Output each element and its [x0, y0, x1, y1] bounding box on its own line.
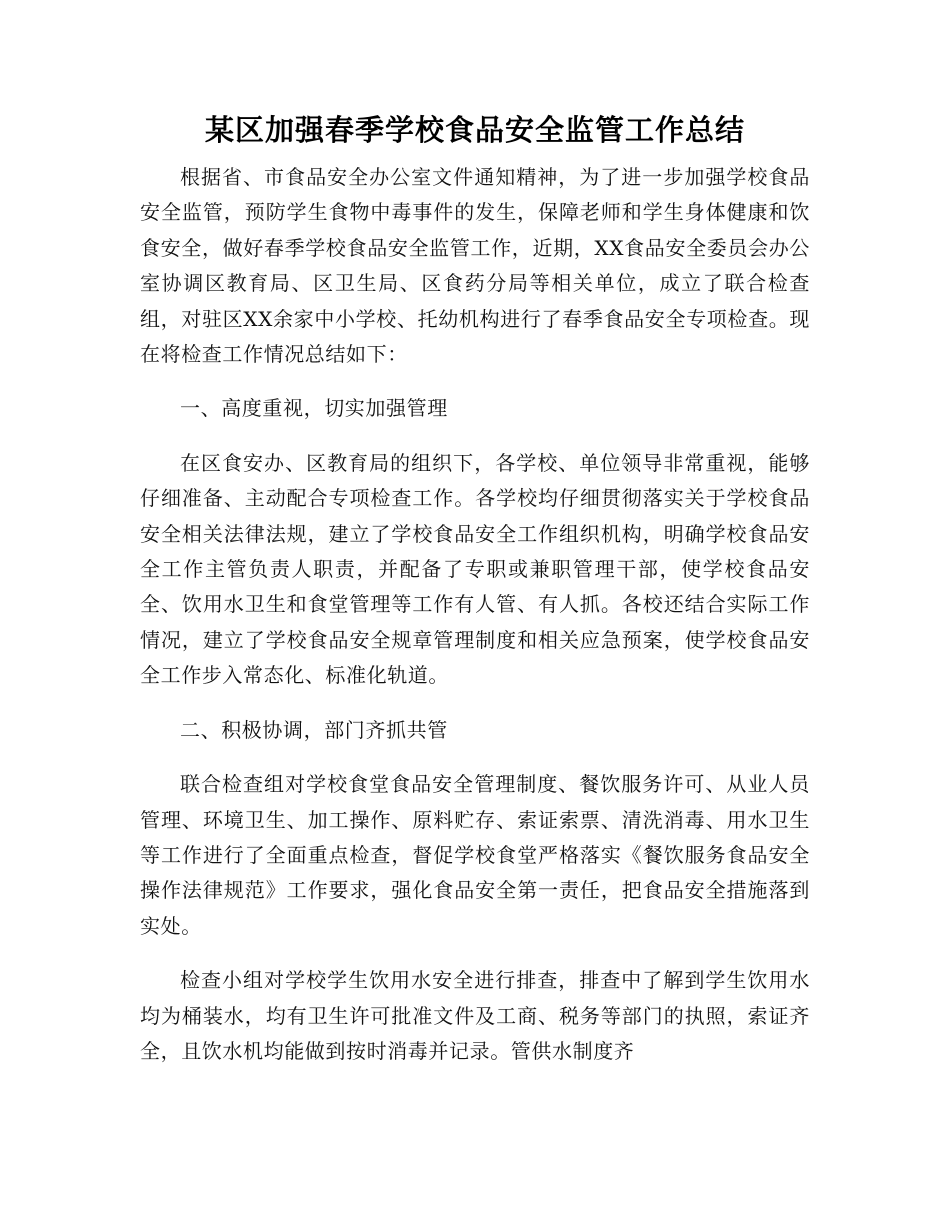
document-title: 某区加强春季学校食品安全监管工作总结 [204, 113, 745, 147]
section-2-paragraph-2: 检查小组对学校学生饮用水安全进行排查，排查中了解到学生饮用水均为桶装水，均有卫生许可批准文件及工商、税务等部门的执照，索证齐全，且饮水机均能做到按时消毒并记录。管供水制度齐 [140, 968, 810, 1063]
section-2-heading: 二、积极协调，部门齐抓共管 [180, 717, 448, 742]
section-1-paragraph: 在区食安办、区教育局的组织下，各学校、单位领导非常重视，能够仔细准备、主动配合专项检查工作。各学校均仔细贯彻落实关于学校食品安全相关法律法规，建立了学校食品安全工作组织机构，明确学校食品安全工作主管负责人职责，并配备了专职或兼职管理干部，使学校食品安全、饮用水卫生和食堂管理等工作有人管、有人抓。各校还结合实际工作情况，建立了学校食品安全规章管理制度和相关应急预案，使学校食品安全工作步入常态化、标准化轨道。 [140, 450, 810, 688]
intro-paragraph: 根据省、市食品安全办公室文件通知精神，为了进一步加强学校食品安全监管，预防学生食物中毒事件的发生，保障老师和学生身体健康和饮食安全，做好春季学校食品安全监管工作，近期，XX食品安全委员会办公室协调区教育局、区卫生局、区食药分局等相关单位，成立了联合检查组，对驻区XX余家中小学校、托幼机构进行了春季食品安全专项检查。现在将检查工作情况总结如下： [140, 165, 810, 367]
section-2-paragraph-1: 联合检查组对学校食堂食品安全管理制度、餐饮服务许可、从业人员管理、环境卫生、加工操作、原料贮存、索证索票、清洗消毒、用水卫生等工作进行了全面重点检查，督促学校食堂严格落实《餐饮服务食品安全操作法律规范》工作要求，强化食品安全第一责任，把食品安全措施落到实处。 [140, 772, 810, 938]
document-page [140, 110, 810, 1069]
section-1-heading: 一、高度重视，切实加强管理 [180, 396, 448, 421]
